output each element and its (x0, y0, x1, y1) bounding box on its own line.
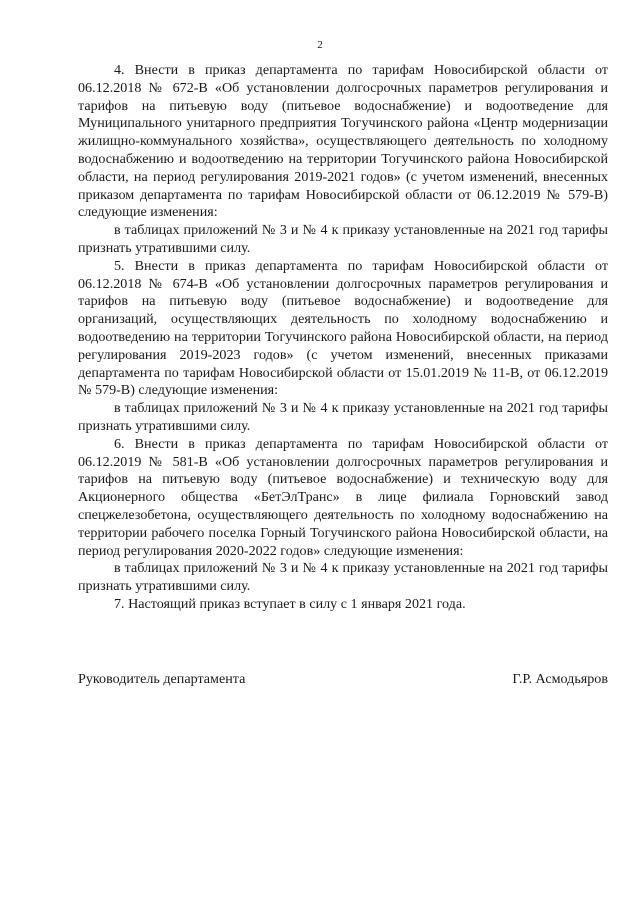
paragraph-item-5: 5. Внести в приказ департамента по тарифам Новосибирской области от 06.12.2018 № 674-В «Об установлении долгосрочных параметров регулирования и тарифов на питьевую воду (питьевое водоснабжение) и водоотведение для организаций, осуществляющих деятельность по холодному водоснабжению и водоотведению на территории Тогучинского района Новосибирской области, на период регулирования 2019-2023 годов» (с учетом изменений, внесенных приказами департамента по тарифам Новосибирской области от 15.01.2019 № 11-В, от 06.12.2019 № 579-В) следующие изменения: (78, 257, 608, 399)
paragraph-item-6-changes: в таблицах приложений № 3 и № 4 к приказу установленные на 2021 год тарифы признать утратившими силу. (78, 560, 608, 595)
signatory-name: Г.Р. Асмодьяров (512, 671, 608, 687)
paragraph-item-4: 4. Внести в приказ департамента по тарифам Новосибирской области от 06.12.2018 № 672-В «Об установлении долгосрочных параметров регулирования и тарифов на питьевую воду (питьевое водоснабжение) и водоотведение для Муниципального унитарного предприятия Тогучинского района «Центр модернизации жилищно-коммунального хозяйства», осуществляющего деятельность по холодному водоснабжению и водоотведению на территории Тогучинского района Новосибирской области, на период регулирования 2019-2021 годов» (с учетом изменений, внесенных приказом департамента по тарифам Новосибирской области от 06.12.2019 № 579-В) следующие изменения: (78, 62, 608, 221)
paragraph-item-7: 7. Настоящий приказ вступает в силу с 1 января 2021 года. (114, 595, 466, 612)
signatory-title: Руководитель департамента (78, 671, 246, 687)
paragraph-item-4-changes: в таблицах приложений № 3 и № 4 к приказу установленные на 2021 год тарифы признать утратившими силу. (78, 222, 608, 256)
signature-block (78, 670, 608, 688)
paragraph-item-6: 6. Внести в приказ департамента по тарифам Новосибирской области от 06.12.2019 № 581-В «Об установлении долгосрочных параметров регулирования и тарифов на питьевую воду (питьевое водоснабжение) и техническую воду для Акционерного общества «БетЭлТранс» в лице филиала Горновский завод спецжелезобетона, осуществляющего деятельность по холодному водоснабжению на территории рабочего поселка Горный Тогучинского района Новосибирской области, на период регулирования 2020-2022 годов» следующие изменения: (78, 435, 608, 559)
page-number: 2 (317, 39, 323, 51)
document-body (78, 62, 608, 614)
paragraph-item-5-changes: в таблицах приложений № 3 и № 4 к приказу установленные на 2021 год тарифы признать утратившими силу. (78, 400, 608, 434)
